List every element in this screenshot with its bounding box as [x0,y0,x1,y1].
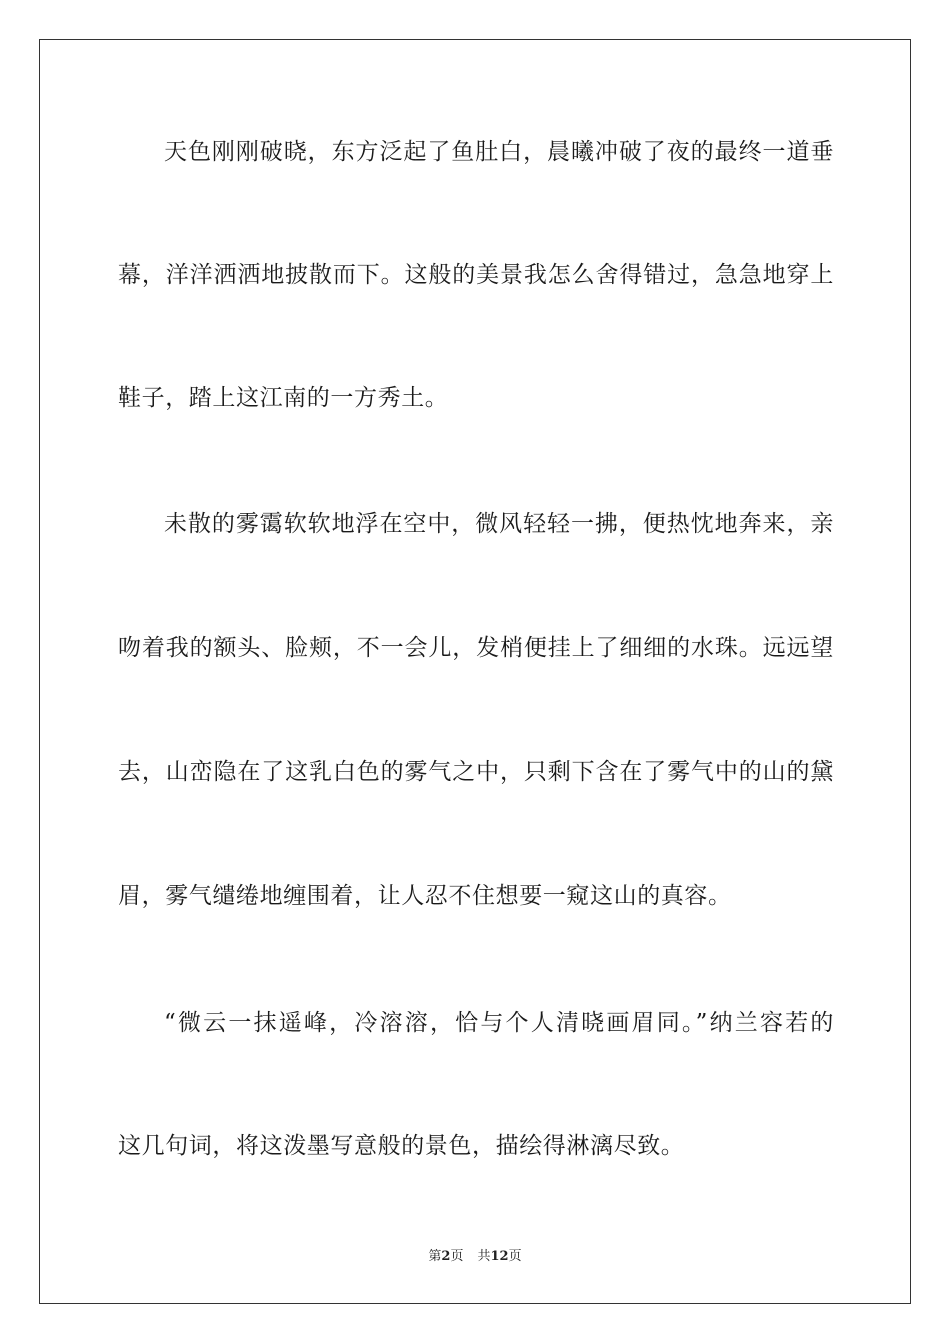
page-border [39,39,911,1304]
paragraph-1-line-3: 鞋子，踏上这江南的一方秀土。 [118,385,449,411]
page-prefix: 第 [428,1249,442,1264]
paragraph-3-line-1: “微云一抹遥峰，冷溶溶，恰与个人清晓画眉同。”纳兰容若的 [164,1010,834,1036]
paragraph-2-line-2: 吻着我的额头、脸颊，不一会儿，发梢便挂上了细细的水珠。远远望 [118,635,834,661]
paragraph-1-line-1: 天色刚刚破晓，东方泛起了鱼肚白，晨曦冲破了夜的最终一道垂 [164,139,834,165]
page-total: 12 [490,1249,509,1264]
paragraph-2-line-4: 眉，雾气缱绻地缠围着，让人忍不住想要一窥这山的真容。 [118,883,732,909]
paragraph-2-line-1: 未散的雾霭软软地浮在空中，微风轻轻一拂，便热忱地奔来，亲 [164,511,834,537]
total-prefix: 共 [477,1249,491,1264]
page-footer [0,1248,950,1266]
page-suffix: 页 [450,1249,464,1264]
page-current: 2 [441,1249,451,1264]
total-suffix: 页 [508,1249,522,1264]
paragraph-2-line-3: 去，山峦隐在了这乳白色的雾气之中，只剩下含在了雾气中的山的黛 [118,759,834,785]
paragraph-1-line-2: 幕，洋洋洒洒地披散而下。这般的美景我怎么舍得错过，急急地穿上 [118,262,834,288]
paragraph-3-line-2: 这几句词，将这泼墨写意般的景色，描绘得淋漓尽致。 [118,1133,685,1159]
